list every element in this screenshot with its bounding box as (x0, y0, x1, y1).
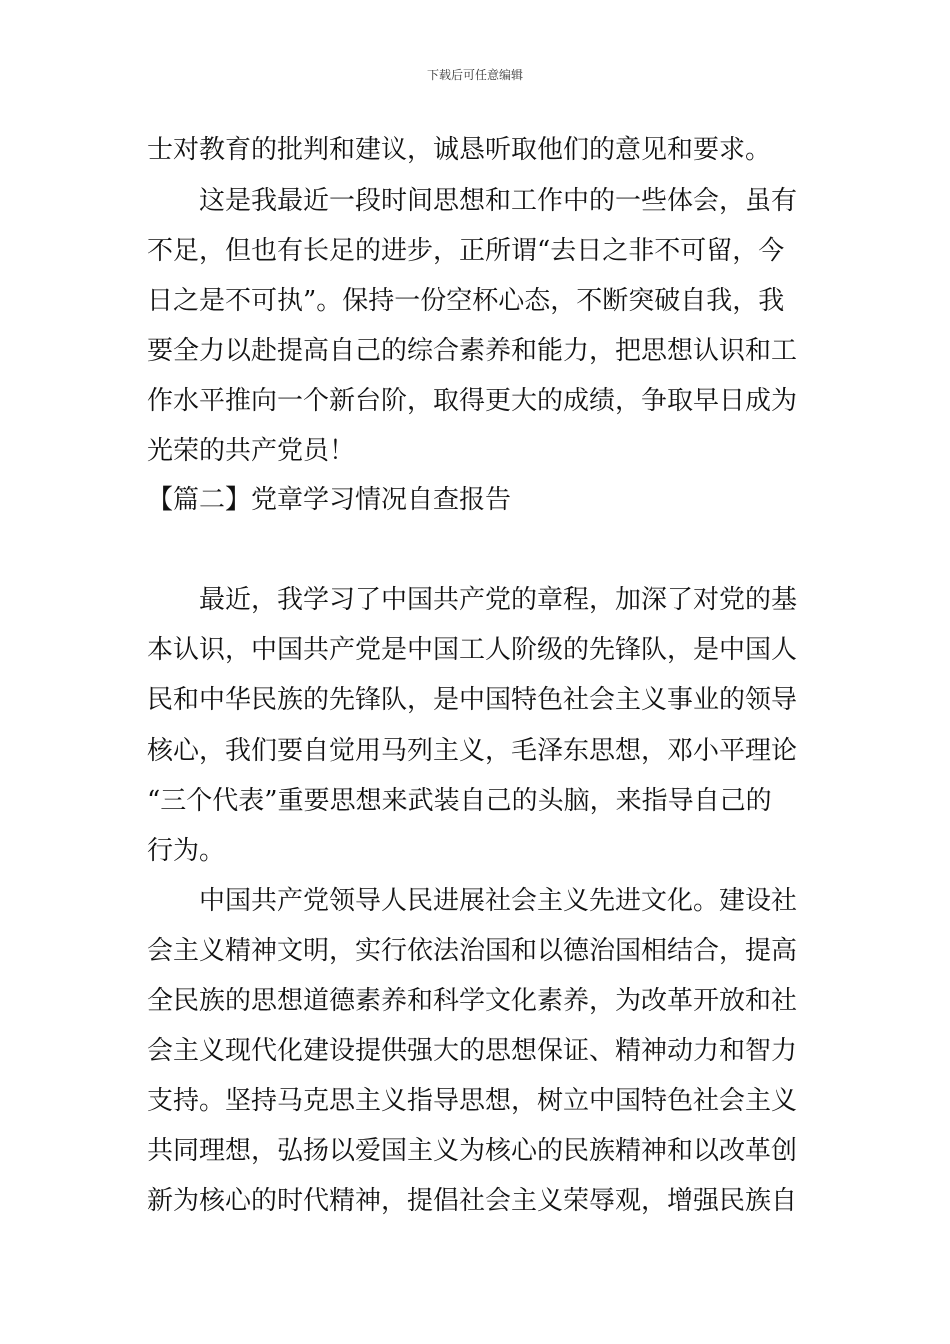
page-header-note: 下载后可任意编辑 (426, 68, 523, 82)
text-line: 核心，我们要自觉用马列主义，毛泽东思想，邓小平理论 (147, 736, 798, 766)
text-line: 会主义精神文明，实行依法治国和以德治国相结合，提高 (147, 936, 798, 966)
text-line: 行为。 (147, 836, 226, 866)
text-line: 全民族的思想道德素养和科学文化素养，为改革开放和社 (147, 986, 798, 1016)
text-line: 不足，但也有长足的进步，正所谓“去日之非不可留，今 (147, 236, 785, 266)
section-heading: 【篇二】党章学习情况自查报告 (147, 485, 512, 515)
text-line: 日之是不可执”。保持一份空杯心态，不断突破自我，我 (147, 286, 785, 316)
text-line: 作水平推向一个新台阶，取得更大的成绩，争取早日成为 (147, 386, 798, 416)
text-line: 本认识，中国共产党是中国工人阶级的先锋队，是中国人 (147, 635, 798, 665)
paragraph-first-line: 这是我最近一段时间思想和工作中的一些体会，虽有 (199, 186, 798, 216)
text-line: 支持。坚持马克思主义指导思想，树立中国特色社会主义 (147, 1086, 798, 1116)
paragraph-first-line: 最近，我学习了中国共产党的章程，加深了对党的基 (199, 585, 798, 615)
text-line: “三个代表”重要思想来武装自己的头脑，来指导自己的 (147, 786, 772, 816)
text-line: 共同理想，弘扬以爱国主义为核心的民族精神和以改革创 (147, 1136, 798, 1166)
paragraph-first-line: 中国共产党领导人民进展社会主义先进文化。建设社 (199, 886, 798, 916)
text-line: 新为核心的时代精神，提倡社会主义荣辱观，增强民族自 (147, 1186, 798, 1216)
text-line: 士对教育的批判和建议，诚恳听取他们的意见和要求。 (147, 135, 772, 165)
text-line: 光荣的共产党员！ (147, 436, 356, 466)
text-line: 民和中华民族的先锋队，是中国特色社会主义事业的领导 (147, 685, 798, 715)
text-line: 会主义现代化建设提供强大的思想保证、精神动力和智力 (147, 1036, 798, 1066)
text-line: 要全力以赴提高自己的综合素养和能力，把思想认识和工 (147, 336, 798, 366)
